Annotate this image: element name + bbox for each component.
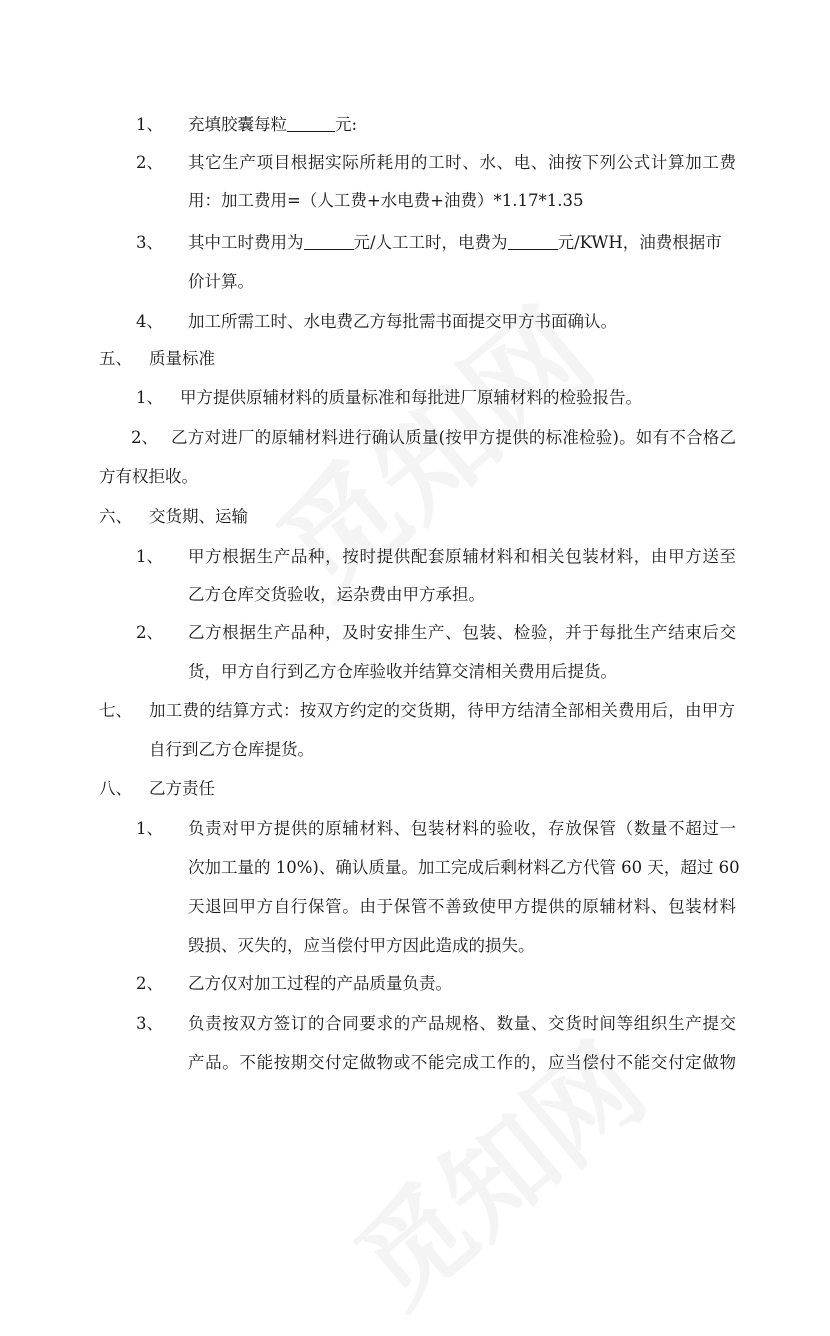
paragraph-line <box>188 231 722 255</box>
item-number: 3、 <box>136 1014 163 1033</box>
fill-blank <box>304 231 354 250</box>
paragraph-line: 货，甲方自行到乙方仓库验收并结算交清相关费用后提货。 <box>188 662 617 681</box>
paragraph-line: 用：加工费用=（人工费+水电费+油费）*1.17*1.35 <box>188 191 584 210</box>
item-number: 1、 <box>136 819 163 838</box>
text-span: 元: <box>335 115 358 134</box>
paragraph-line: 自行到乙方仓库提货。 <box>149 740 314 759</box>
text-span: 充填胶囊每粒 <box>188 115 287 134</box>
fill-blank <box>287 113 335 132</box>
section-number: 五、 <box>99 349 132 368</box>
paragraph-line: 负责对甲方提供的原辅材料、包装材料的验收，存放保管（数量不超过一 <box>188 819 736 838</box>
text-span: 元/KWH，油费根据市 <box>557 233 722 252</box>
paragraph-line: 加工费的结算方式：按双方约定的交货期，待甲方结清全部相关费用后，由甲方 <box>149 701 735 720</box>
paragraph-line: 加工所需工时、水电费乙方每批需书面提交甲方书面确认。 <box>188 312 617 331</box>
item-number: 2、 <box>136 974 163 993</box>
section-number: 八、 <box>99 779 132 798</box>
item-number: 2、 <box>136 623 163 642</box>
section-title: 交货期、运输 <box>149 507 248 526</box>
fill-blank <box>508 231 558 250</box>
section-number: 六、 <box>99 507 132 526</box>
paragraph-line: 次加工量的 10%)、确认质量。加工完成后剩材料乙方代管 60 天，超过 60 <box>188 858 740 877</box>
item-number: 2、 <box>136 153 163 172</box>
item-number: 1、 <box>136 547 163 566</box>
paragraph-line: 乙方对进厂的原辅材料进行确认质量(按甲方提供的标准检验)。如有不合格乙 <box>171 428 736 447</box>
item-number: 3、 <box>136 233 163 252</box>
paragraph-line: 产品。不能按期交付定做物或不能完成工作的，应当偿付不能交付定做物 <box>188 1053 736 1072</box>
section-title: 质量标准 <box>149 349 215 368</box>
paragraph-line: 价计算。 <box>188 272 254 291</box>
paragraph-line: 甲方根据生产品种，按时提供配套原辅材料和相关包装材料，由甲方送至 <box>188 547 736 566</box>
item-number: 4、 <box>136 312 163 331</box>
paragraph-line: 方有权拒收。 <box>99 467 198 486</box>
paragraph-line: 甲方提供原辅材料的质量标准和每批进厂原辅材料的检验报告。 <box>180 388 642 407</box>
paragraph-line: 其它生产项目根据实际所耗用的工时、水、电、油按下列公式计算加工费 <box>188 153 736 172</box>
paragraph-line: 乙方根据生产品种，及时安排生产、包装、检验，并于每批生产结束后交 <box>188 623 736 642</box>
section-number: 七、 <box>99 701 132 720</box>
text-span: 其中工时费用为 <box>188 233 304 252</box>
section-title: 乙方责任 <box>149 779 215 798</box>
paragraph-line: 乙方仓库交货验收，运杂费由甲方承担。 <box>188 585 485 604</box>
item-number: 2、 <box>131 428 158 447</box>
paragraph-line <box>188 113 357 137</box>
item-number: 1、 <box>136 388 163 407</box>
text-span: 元/人工工时，电费为 <box>353 233 508 252</box>
paragraph-line: 负责按双方签订的合同要求的产品规格、数量、交货时间等组织生产提交 <box>188 1014 736 1033</box>
item-number: 1、 <box>136 115 163 134</box>
paragraph-line: 乙方仅对加工过程的产品质量负责。 <box>188 974 452 993</box>
paragraph-line: 毁损、灭失的，应当偿付甲方因此造成的损失。 <box>188 936 535 955</box>
paragraph-line: 天退回甲方自行保管。由于保管不善致使甲方提供的原辅材料、包装材料 <box>188 897 736 916</box>
